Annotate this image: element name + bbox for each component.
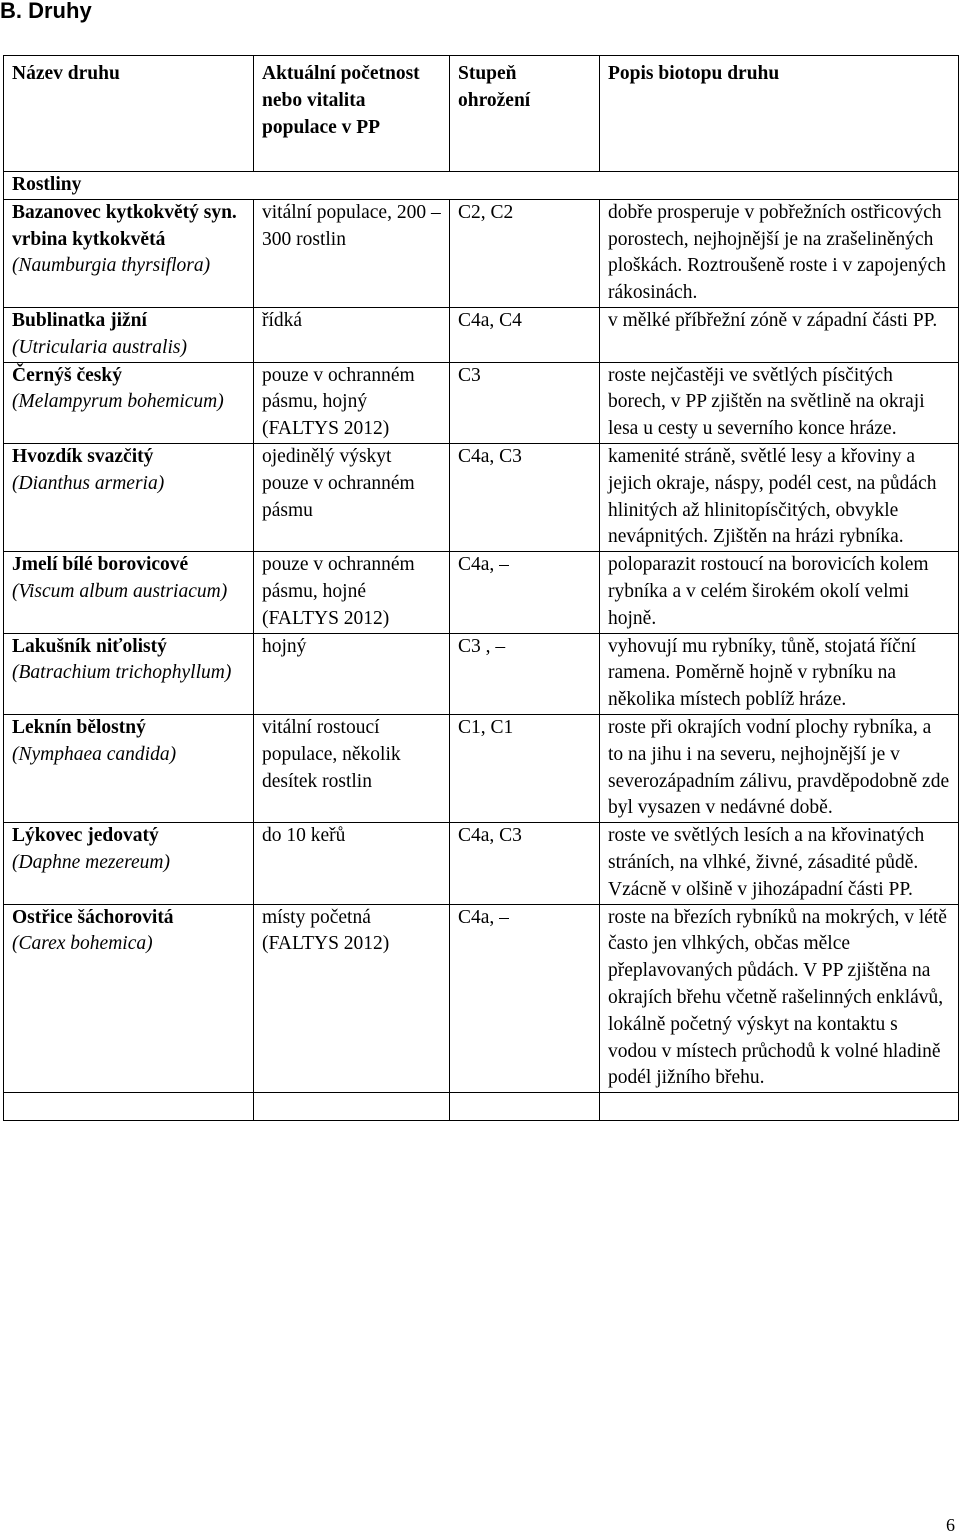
column-header-habitat: Popis biotopu druhu <box>600 56 959 172</box>
habitat-cell: roste nejčastěji ve světlých písčitých borech, v PP zjištěn na světlině na okraji lesa u cesty u severního konce hráze. <box>600 362 959 443</box>
species-name-czech: Černýš český <box>12 364 122 386</box>
species-name-latin: (Viscum album austriacum) <box>12 580 228 602</box>
species-name-cell <box>4 714 254 822</box>
habitat-cell: roste při okrajích vodní plochy rybníka, a to na jihu i na severu, nejhojnější je v severozápadním zálivu, pravděpodobně zde byl vysazen v nedávné době. <box>600 714 959 822</box>
column-header-name: Název druhu <box>4 56 254 172</box>
table-row <box>4 633 959 714</box>
species-name-cell <box>4 552 254 633</box>
species-name-cell <box>4 443 254 551</box>
species-name-czech: Bublinatka jižní <box>12 309 147 331</box>
species-name-latin: (Dianthus armeria) <box>12 472 165 494</box>
table-row <box>4 714 959 822</box>
threat-cell: C2, C2 <box>450 199 600 307</box>
species-name-latin: (Carex bohemica) <box>12 933 153 955</box>
abundance-cell: pouze v ochranném pásmu, hojný (FALTYS 2012) <box>254 362 450 443</box>
abundance-cell: vitální populace, 200 – 300 rostlin <box>254 199 450 307</box>
habitat-cell: roste ve světlých lesích a na křovinatých stráních, na vlhké, živné, zásadité půdě. Vzácně v olšině v jihozápadní části PP. <box>600 823 959 904</box>
species-name-czech: Leknín bělostný <box>12 716 146 738</box>
abundance-cell: vitální rostoucí populace, několik desítek rostlin <box>254 714 450 822</box>
table-row <box>4 552 959 633</box>
abundance-cell: pouze v ochranném pásmu, hojné (FALTYS 2012) <box>254 552 450 633</box>
species-name-latin: (Nymphaea candida) <box>12 743 177 765</box>
habitat-cell: poloparazit rostoucí na borovicích kolem rybníka a v celém širokém okolí velmi hojně. <box>600 552 959 633</box>
section-title: B. Druhy <box>0 0 92 23</box>
species-name-cell <box>4 904 254 1093</box>
species-name-latin: (Naumburgia thyrsiflora) <box>12 255 211 277</box>
category-row <box>4 172 959 200</box>
habitat-cell: vyhovují mu rybníky, tůně, stojatá říční ramena. Poměrně hojně v rybníku na několika místech poblíž hráze. <box>600 633 959 714</box>
species-name-latin: (Melampyrum bohemicum) <box>12 391 224 413</box>
habitat-cell: roste na březích rybníků na mokrých, v létě často jen vlhkých, občas mělce přeplavovaných půdách. V PP zjištěna na okrajích břehu včetně rašelinných enklávů, lokálně početný výskyt na kontaktu s vodou v místech průchodů k volné hladině podél jižního břehu. <box>600 904 959 1093</box>
species-name-cell <box>4 633 254 714</box>
abundance-cell: řídká <box>254 307 450 362</box>
species-name-cell <box>4 823 254 904</box>
table-row <box>4 904 959 1093</box>
abundance-cell: hojný <box>254 633 450 714</box>
threat-cell: C4a, C3 <box>450 823 600 904</box>
threat-cell: C4a, C4 <box>450 307 600 362</box>
column-header-threat: Stupeň ohrožení <box>450 56 600 172</box>
threat-cell: C4a, – <box>450 904 600 1093</box>
table-row <box>4 362 959 443</box>
table-row <box>4 823 959 904</box>
category-label: Rostliny <box>4 172 959 200</box>
species-table <box>3 55 959 1121</box>
threat-cell: C4a, – <box>450 552 600 633</box>
species-name-czech: Lýkovec jedovatý <box>12 825 159 847</box>
column-header-abundance: Aktuální početnost nebo vitalita populace v PP <box>254 56 450 172</box>
abundance-cell: místy početná (FALTYS 2012) <box>254 904 450 1093</box>
threat-cell: C3 , – <box>450 633 600 714</box>
table-row <box>4 199 959 307</box>
species-name-cell <box>4 362 254 443</box>
species-name-cell <box>4 199 254 307</box>
species-name-czech: Lakušník niťolistý <box>12 635 167 657</box>
table-row <box>4 307 959 362</box>
threat-cell: C4a, C3 <box>450 443 600 551</box>
table-row <box>4 443 959 551</box>
species-name-czech: Ostřice šáchorovitá <box>12 906 174 928</box>
abundance-cell: ojedinělý výskyt pouze v ochranném pásmu <box>254 443 450 551</box>
threat-cell: C1, C1 <box>450 714 600 822</box>
species-name-czech: Hvozdík svazčitý <box>12 445 154 467</box>
species-name-latin: (Utricularia australis) <box>12 336 187 358</box>
page-number: 6 <box>946 1515 955 1535</box>
species-name-cell <box>4 307 254 362</box>
habitat-cell: v mělké příbřežní zóně v západní části PP. <box>600 307 959 362</box>
habitat-cell: dobře prosperuje v pobřežních ostřicových porostech, nejhojnější je na zrašeliněných ploškách. Roztroušeně roste i v zapojených rákosinách. <box>600 199 959 307</box>
table-row-empty <box>4 1093 959 1121</box>
habitat-cell: kamenité stráně, světlé lesy a křoviny a jejich okraje, náspy, podél cest, na půdách hlinitých až hlinitopísčitých, obvykle nevápnitých. Zjištěn na hrázi rybníka. <box>600 443 959 551</box>
species-name-latin: (Batrachium trichophyllum) <box>12 662 232 684</box>
species-name-czech: Jmelí bílé borovicové <box>12 554 189 576</box>
abundance-cell: do 10 keřů <box>254 823 450 904</box>
threat-cell: C3 <box>450 362 600 443</box>
species-name-czech: Bazanovec kytkokvětý syn. vrbina kytkokvětá <box>12 201 237 250</box>
table-header-row <box>4 56 959 172</box>
species-name-latin: (Daphne mezereum) <box>12 851 170 873</box>
